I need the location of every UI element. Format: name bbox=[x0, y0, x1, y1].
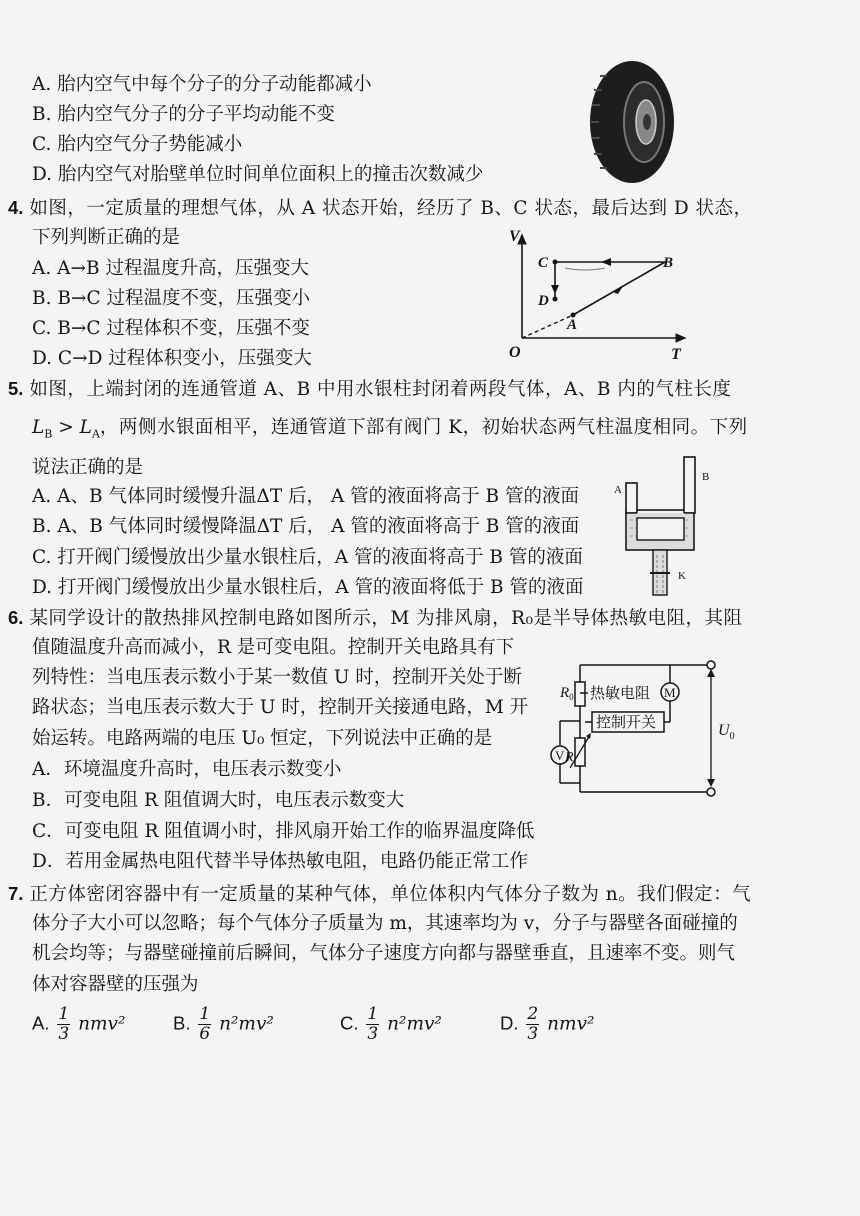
q4-stem-1: 如图，一定质量的理想气体，从 A 状态开始，经历了 B、C 状态，最后达到 D 状态， bbox=[29, 198, 753, 219]
condition-gt: > bbox=[52, 417, 80, 438]
condition-l1: L bbox=[32, 417, 45, 438]
point-a-label: A bbox=[567, 317, 578, 333]
switch-label: 控制开关 bbox=[596, 715, 657, 731]
q5-option-b: B. A、B 气体同时缓慢降温ΔT 后， A 管的液面将高于 B 管的液面 bbox=[32, 516, 580, 537]
q7-option-c-label: C. bbox=[340, 1012, 359, 1034]
q5-stem-line3: 说法正确的是 bbox=[32, 457, 144, 478]
r0-label: $R_0$ bbox=[560, 685, 574, 702]
valve-k-label: K bbox=[678, 570, 686, 582]
q7-stem-line3: 机会均等；与器壁碰撞前后瞬间，气体分子速度方向都与器壁垂直，且速率不变。则气 bbox=[32, 943, 736, 964]
t-axis-label: T bbox=[671, 346, 681, 363]
u0-label: $U_0$ bbox=[718, 722, 735, 742]
tube-b-label: B bbox=[702, 471, 710, 483]
thermistor-label: 热敏电阻 bbox=[590, 686, 651, 702]
q5-option-c: C. 打开阀门缓慢放出少量水银柱后，A 管的液面将高于 B 管的液面 bbox=[32, 547, 583, 568]
q6-stem-line3: 列特性：当电压表示数小于某一数值 U 时，控制开关处于断 bbox=[32, 667, 522, 688]
q7-option-c bbox=[340, 1005, 442, 1044]
q4-number: 4. bbox=[8, 197, 24, 218]
q3-option-b: B. 胎内空气分子的分子平均动能不变 bbox=[32, 104, 335, 125]
q4-option-c: C. B→C 过程体积不变，压强不变 bbox=[32, 318, 310, 339]
q5-stem-line2 bbox=[32, 416, 748, 447]
motor-label: M bbox=[664, 685, 676, 700]
q7-option-d-fraction: $\frac{2}{3}$ bbox=[527, 1004, 539, 1044]
q6-option-b: B．可变电阻 R 阻值调大时，电压表示数变大 bbox=[32, 790, 405, 811]
q6-stem-line4: 路状态；当电压表示数大于 U 时，控制开关接通电路，M 开 bbox=[32, 697, 529, 718]
q6-stem-line1 bbox=[8, 606, 743, 631]
q7-option-b-expr: n²mv² bbox=[219, 1013, 274, 1035]
q5-stem-1: 如图，上端封闭的连通管道 A、B 中用水银柱封闭着两段气体，A、B 内的气柱长度 bbox=[29, 379, 732, 400]
q5-option-a: A. A、B 气体同时缓慢升温ΔT 后， A 管的液面将高于 B 管的液面 bbox=[32, 486, 580, 507]
q4-vt-graph bbox=[505, 225, 695, 365]
q4-stem-line1 bbox=[8, 196, 753, 221]
q7-option-d-expr: nmv² bbox=[547, 1013, 595, 1035]
q7-option-a-expr: nmv² bbox=[78, 1013, 126, 1035]
q6-circuit-figure bbox=[530, 655, 750, 805]
q7-option-b bbox=[173, 1005, 274, 1044]
q6-option-d: D．若用金属热电阻代替半导体热敏电阻，电路仍能正常工作 bbox=[32, 851, 528, 872]
q4-option-a: A. A→B 过程温度升高，压强变大 bbox=[32, 258, 309, 279]
q6-stem-1: 某同学设计的散热排风控制电路如图所示，M 为排风扇，R₀是半导体热敏电阻，其阻 bbox=[29, 608, 743, 629]
q3-option-d: D. 胎内空气对胎壁单位时间单位面积上的撞击次数减少 bbox=[32, 164, 484, 185]
q4-stem-line2: 下列判断正确的是 bbox=[32, 227, 181, 248]
q4-option-b: B. B→C 过程温度不变，压强变小 bbox=[32, 288, 310, 309]
point-b-label: B bbox=[663, 255, 674, 271]
q5-stem-line1 bbox=[8, 377, 731, 402]
q7-stem-1: 正方体密闭容器中有一定质量的某种气体，单位体积内气体分子数为 n。我们假定：气 bbox=[29, 884, 752, 905]
q7-option-c-fraction: $\frac{1}{3}$ bbox=[367, 1004, 379, 1044]
q6-stem-line2: 值随温度升高而减小，R 是可变电阻。控制开关电路具有下 bbox=[32, 637, 515, 658]
tire-image bbox=[588, 60, 676, 185]
q6-option-c: C．可变电阻 R 阻值调小时，排风扇开始工作的临界温度降低 bbox=[32, 821, 535, 842]
q7-option-d-label: D. bbox=[500, 1012, 519, 1034]
q6-number: 6. bbox=[8, 607, 24, 628]
condition-sub2: A bbox=[91, 427, 100, 441]
q7-stem-line2: 体分子大小可以忽略；每个气体分子质量为 m，其速率均为 v，分子与器壁各面碰撞的 bbox=[32, 913, 738, 934]
point-d-label: D bbox=[538, 293, 549, 309]
q7-option-d bbox=[500, 1005, 594, 1044]
condition-l2: L bbox=[79, 417, 92, 438]
condition-sub1: B bbox=[44, 427, 53, 441]
q7-option-a bbox=[32, 1005, 125, 1044]
q6-option-a: A．环境温度升高时，电压表示数变小 bbox=[32, 759, 342, 780]
q5-option-d: D. 打开阀门缓慢放出少量水银柱后，A 管的液面将低于 B 管的液面 bbox=[32, 577, 584, 598]
q7-option-a-fraction: $\frac{1}{3}$ bbox=[58, 1004, 70, 1044]
q7-option-a-label: A. bbox=[32, 1012, 50, 1034]
q7-stem-line4: 体对容器壁的压强为 bbox=[32, 974, 199, 995]
tube-a-label: A bbox=[614, 484, 622, 496]
q3-option-c: C. 胎内空气分子势能减小 bbox=[32, 134, 243, 155]
voltmeter-label: V bbox=[555, 748, 565, 763]
q4-option-d: D. C→D 过程体积变小，压强变大 bbox=[32, 348, 312, 369]
origin-label: O bbox=[509, 344, 521, 361]
q7-option-c-expr: n²mv² bbox=[387, 1013, 442, 1035]
q5-number: 5. bbox=[8, 378, 24, 399]
q7-option-b-label: B. bbox=[173, 1012, 191, 1034]
q7-stem-line1 bbox=[8, 882, 751, 907]
v-axis-label: V bbox=[509, 228, 520, 245]
q7-number: 7. bbox=[8, 883, 24, 904]
q5-stem-2-rest: ，两侧水银面相平，连通管道下部有阀门 K，初始状态两气柱温度相同。下列 bbox=[99, 417, 748, 438]
q3-option-a: A. 胎内空气中每个分子的分子动能都减小 bbox=[32, 74, 372, 95]
resistor-label: R bbox=[565, 750, 574, 765]
q6-stem-line5: 始运转。电路两端的电压 U₀ 恒定，下列说法中正确的是 bbox=[32, 728, 493, 749]
q5-utube-figure bbox=[612, 455, 722, 600]
point-c-label: C bbox=[538, 255, 549, 271]
q7-option-b-fraction: $\frac{1}{6}$ bbox=[199, 1004, 211, 1044]
